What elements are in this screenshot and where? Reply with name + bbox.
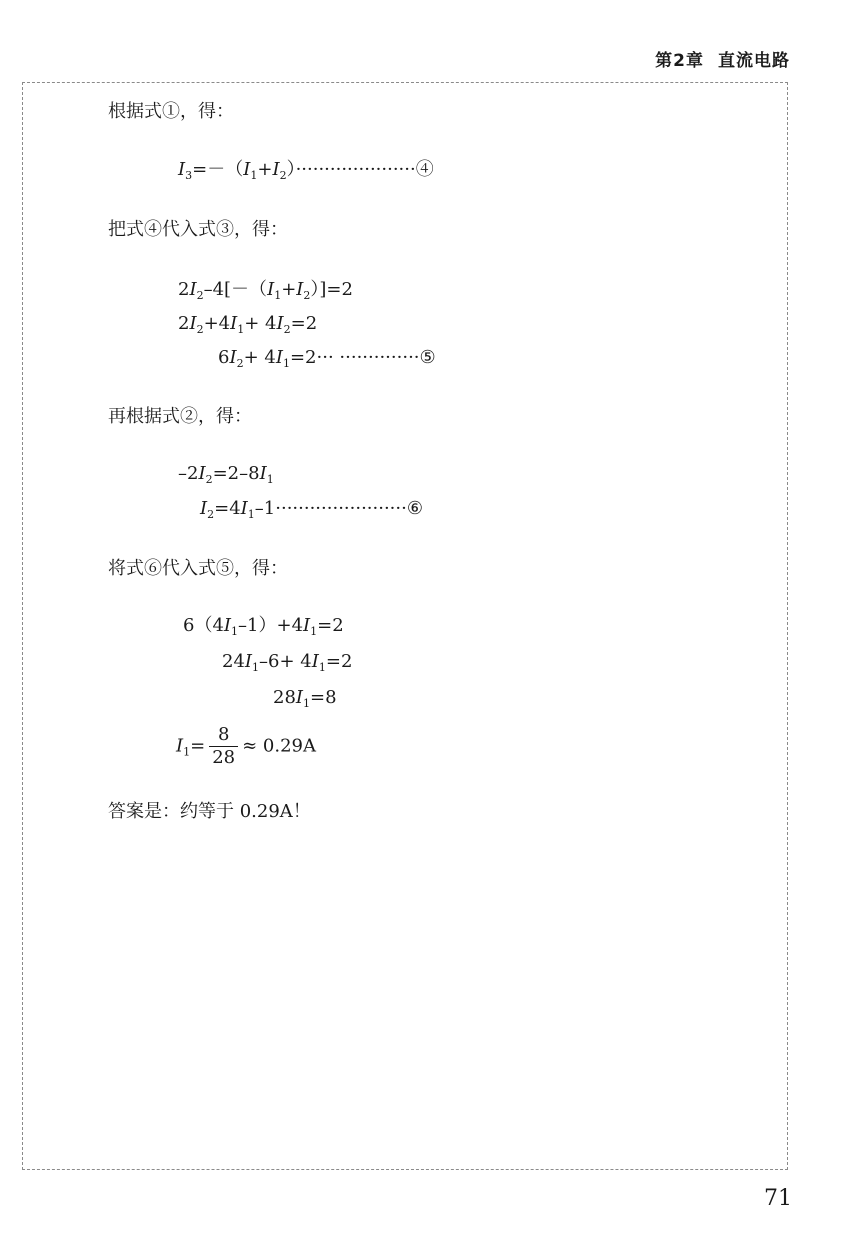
content-frame [22,82,788,1170]
equation-line: $28I_1=8$ [273,687,337,710]
paragraph-4: 将式⑥代入式⑤，得： [108,558,288,579]
equation-line: $2I_2-4[-(I_1+I_2)]=2$ [178,279,353,302]
equation-label: ⑤ [419,347,436,368]
paragraph-3: 再根据式②，得： [108,406,252,427]
chapter-number: 第2章 [655,51,704,71]
equation-5: $6I_2+ 4I_1=2\cdot\cdot\cdot$ ··············⑤ [218,347,436,370]
equation-4: $I_3=-(I_1+I_2)\cdot\cdot\cdot\cdot\cdot\cdot\cdot\cdot\cdot\cdot\cdot\cdot\cdot\cdot\cdot\cdot\cdot\cdot\cdot\cdot\cdot ④$ [178,159,434,182]
page-number: 71 [764,1186,792,1211]
paragraph-2: 把式④代入式③，得： [108,219,288,240]
equation-line: $6(4I_1-1)+4I_1=2$ [183,615,344,638]
equation-label: ④ [415,159,434,180]
equation-6: $I_2=4I_1-1\cdot\cdot\cdot\cdot\cdot\cdot\cdot\cdot\cdot\cdot\cdot\cdot\cdot\cdot\cdot\cdot\cdot\cdot\cdot\cdot\cdot\cdot\cdot ⑥$ [200,498,423,521]
paragraph-1: 根据式①，得： [108,101,234,122]
equation-label: ⑥ [406,498,423,519]
answer-text: 答案是：约等于 0.29A！ [108,801,311,822]
equation-line: $-2I_2=2-8I_1$ [178,463,274,486]
running-header [655,46,790,71]
equation-line: $24I_1-6+ 4I_1=2$ [222,651,353,674]
chapter-title: 直流电路 [718,51,790,71]
result-equation: $I_1=$ $\frac{8}{28}$ ≈ 0.29A [176,724,317,768]
equation-line: $2I_2+4I_1+ 4I_2=2$ [178,313,318,336]
fraction: $\frac{8}{28}$ [209,724,238,769]
